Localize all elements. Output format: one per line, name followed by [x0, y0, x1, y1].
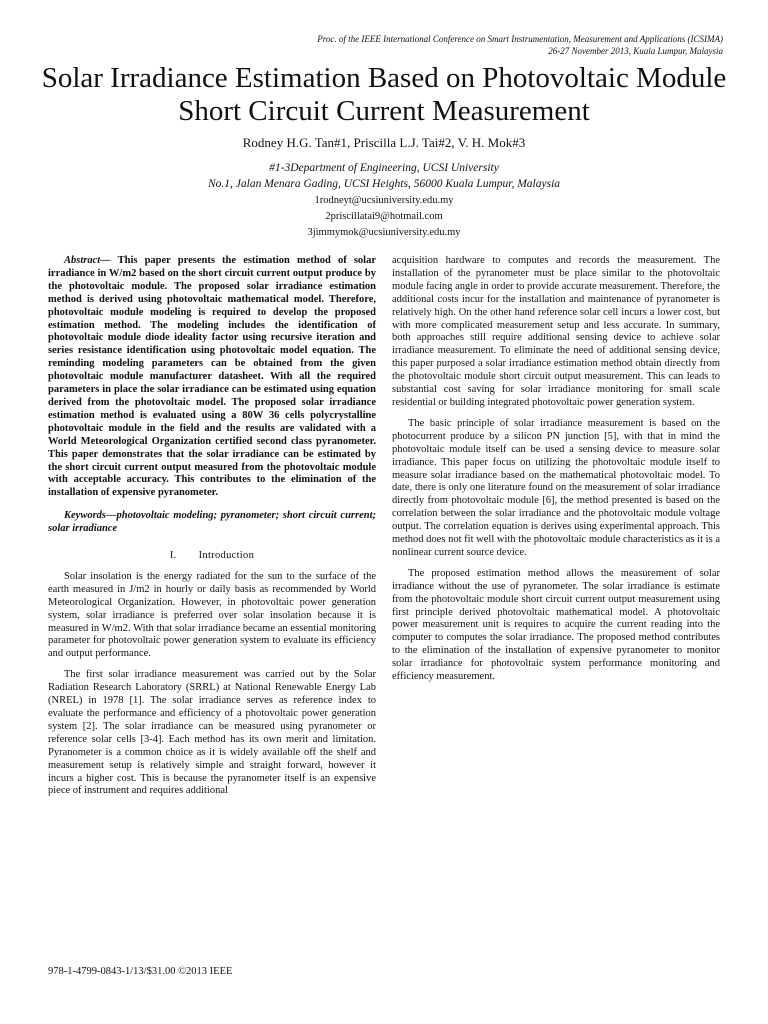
conference-header-line2: 26-27 November 2013, Kuala Lumpur, Malaysia: [548, 46, 723, 56]
affiliation: [0, 160, 768, 192]
author-list: Rodney H.G. Tan#1, Priscilla L.J. Tai#2, V. H. Mok#3: [242, 135, 526, 150]
copyright-footer: 978-1-4799-0843-1/13/$31.00 ©2013 IEEE: [48, 966, 233, 977]
section-title: Introduction: [198, 550, 255, 562]
paper-title: Solar Irradiance Estimation Based on Photovoltaic Module Short Circuit Current Measurement: [41, 62, 727, 127]
affiliation-address: No.1, Jalan Menara Gading, UCSI Heights, 56000 Kuala Lumpur, Malaysia: [207, 178, 561, 190]
abstract-text: This paper presents the estimation method of solar irradiance in W/m2 based on the short circuit current output produce by the photovoltaic module. The proposed solar irradiance estimation method is derived using photovoltaic mathematical model. Therefore, photovoltaic module modeling is required to develop the proposed estimation method. The modeling includes the identification of photovoltaic module diode ideality factor using recursive iteration and series resistance identification using photovoltaic model equation. The reminding modeling parameters can be obtained from the given photovoltaic module manufacturer datasheet. With all the required parameters in place the solar irradiance can be estimated using equation derived from the photovoltaic model. The proposed solar irradiance estimation method is evaluated using a 80W 36 cells polycrystalline photovoltaic module in the field and the results are validated with a World Meteorological Organization certified second class pyranometer. This paper demonstrates that the solar irradiance can be estimated by the short circuit current output measured from the photovoltaic module with acceptable accuracy. This contributes to the elimination of the installation of expensive pyranometer.: [48, 255, 376, 499]
right-column: [392, 255, 720, 692]
body-paragraph: The basic principle of solar irradiance measurement is based on the photocurrent produce by a silicon PN junction [5], with that in mind the photovoltaic module itself can be used a sensing device to measure solar irradiance. This paper focus on utilizing the photovoltaic module itself to measure solar irradiance based on the mathematical photovoltaic model. To date, there is only one literature found on the measurement of solar irradiance directly from photovoltaic module [6], the method presented is based on the correlation between the solar irradiance and the photovoltaic module voltage output. The correlation equation is derives using experimental approach. This method does not fit well with the photovoltaic module characteristics as it is a nonlinear current source device.: [392, 417, 720, 558]
email-1[interactable]: 1rodneyt@ucsiuniversity.edu.my: [314, 195, 454, 206]
body-paragraph: acquisition hardware to computes and records the measurement. The installation of the pyranometer must be place similar to the photovoltaic module facing angle in order to provide accurate measurement. Therefore, the additional costs incur for the installation and maintenance of pyranometer is relatively high. On the other hand reference solar cell incurs a lower cost, but with more complicated measurement setup and less accurate. In summary, both approaches still require additional sensing device to achieve solar irradiance measurement. To eliminate the need of additional sensing device, this paper purposed a solar irradiance estimation method obtain directly from the photovoltaic module short circuit output measurement. This can leads to substantial cost saving for solar irradiance monitoring for small scale residential or building integrated photovoltaic power generation system.: [392, 255, 720, 408]
email-list: [0, 193, 768, 241]
section-heading-introduction: [48, 550, 376, 563]
keywords: Keywords—photovoltaic modeling; pyranometer; short circuit current; solar irradiance: [48, 510, 376, 535]
abstract-label: Abstract—: [64, 255, 111, 266]
conference-header-line1: Proc. of the IEEE International Conference on Smart Instrumentation, Measurement and Applications (ICSIMA): [317, 34, 723, 44]
section-number: I.: [169, 550, 177, 562]
email-3[interactable]: 3jimmymok@ucsiuniversity.edu.my: [307, 227, 461, 238]
conference-header: [317, 33, 723, 57]
affiliation-department: #1-3Department of Engineering, UCSI University: [269, 162, 499, 174]
body-paragraph: Solar insolation is the energy radiated for the sun to the surface of the earth measured in J/m2 in hourly or daily basis as recommended by World Meteorological Organization. However, in photovoltaic power generation system, solar irradiance is preferred over solar insolation because it is measured in W/m2. With that solar irradiance became an essential monitoring parameter for photovoltaic power generation system to evaluate its efficiency and output performance.: [48, 570, 376, 660]
abstract: [48, 255, 376, 500]
email-2[interactable]: 2priscillatai9@hotmail.com: [325, 211, 443, 222]
body-paragraph: The first solar irradiance measurement was carried out by the Solar Radiation Research Laboratory (SRRL) at National Renewable Energy Lab (NREL) in 1978 [1]. The solar irradiance serves as reference index to evaluate the performance and efficiency of a photovoltaic power generation system [2]. The solar irradiance can be measured using pyranometer or reference solar cells [3-4]. Each method has its own merit and limitation. Pyranometer is a common choice as it is widely available off the shelf and measurement setup is relatively simple and straight forward, however it incurs a higher cost. This is because the pyranometer itself is an expensive piece of instrument and requires additional: [48, 669, 376, 797]
body-paragraph: The proposed estimation method allows the measurement of solar irradiance without the use of pyranometer. The solar irradiance is estimate from the photovoltaic module short circuit current output measurement using first principle derived photovoltaic mathematical model. A photovoltaic power measurement unit is requires to acquire the current reading into the computer to computes the solar irradiance. The proposed method contributes to the elimination of the installation of expensive pyranometer to monitor solar irradiance for photovoltaic system performance monitoring and efficiency measurement.: [392, 567, 720, 683]
left-column: [48, 255, 376, 806]
